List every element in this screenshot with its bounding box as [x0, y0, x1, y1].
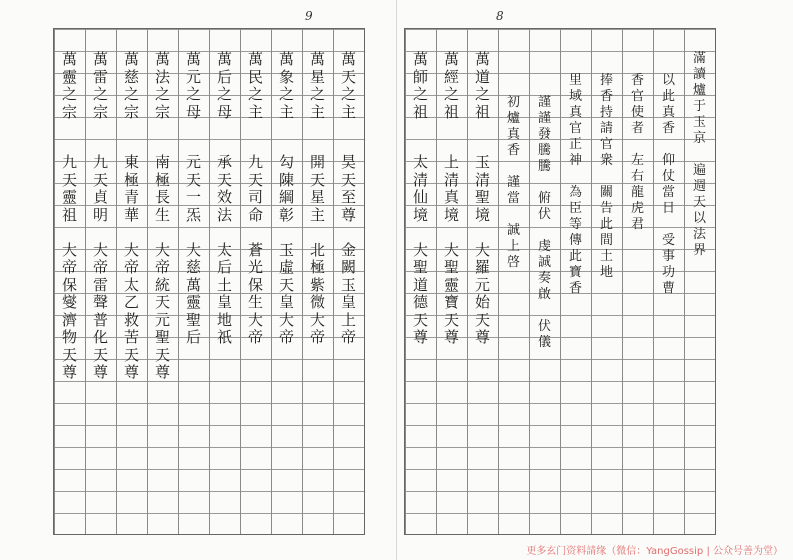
left-column-3-top: 萬 象 之 主 — [278, 50, 294, 121]
right-column-6: 謹 謹 發 騰 騰 俯 伏 虔 誠 奏 啟 伏 儀 — [537, 95, 551, 350]
page-number-right: 8 — [496, 9, 504, 23]
right-column-9-top: 萬 經 之 祖 — [443, 50, 459, 121]
left-column-7-top: 萬 法 之 宗 — [154, 50, 170, 121]
left-column-4-top: 萬 民 之 主 — [247, 50, 263, 121]
left-column-3-bottom: 勾 陳 綱 彰 玉 虛 天 皇 大 帝 — [278, 153, 294, 346]
right-page — [396, 0, 793, 560]
watermark-footer: 更多玄门资料請缘（微信：YangGossip | 公众号善为堂） — [526, 546, 783, 557]
right-column-2: 以 此 真 香 仰 仗 當 日 受 事 功 曹 — [661, 73, 675, 296]
right-column-8-top: 萬 道 之 祖 — [474, 50, 490, 121]
left-column-10-top: 萬 靈 之 宗 — [61, 50, 77, 121]
left-column-6-bottom: 元 天 一 炁 大 慈 萬 靈 聖 后 — [185, 153, 201, 346]
left-page — [0, 0, 396, 560]
left-column-2-top: 萬 星 之 主 — [309, 50, 325, 121]
left-column-7-bottom: 南 極 長 生 大 帝 統 天 元 聖 天 尊 — [154, 153, 170, 381]
left-column-9-bottom: 九 天 貞 明 大 帝 雷 聲 普 化 天 尊 — [92, 153, 108, 381]
left-column-8-top: 萬 慈 之 宗 — [123, 50, 139, 121]
left-column-1-bottom: 昊 天 至 尊 金 闕 玉 皇 上 帝 — [340, 153, 356, 346]
right-column-10-top: 萬 師 之 祖 — [412, 50, 428, 121]
right-column-8-bottom: 玉 清 聖 境 大 羅 元 始 天 尊 — [474, 153, 490, 346]
right-column-9-bottom: 上 清 真 境 大 聖 靈 寶 天 尊 — [443, 153, 459, 346]
left-page-grid — [53, 28, 365, 535]
right-column-1: 滿 讀 爐 于 玉 京 遍 週 天 以 法 界 — [692, 51, 706, 258]
right-column-7: 初 爐 真 香 謹 當 誠 上 啓 — [506, 95, 520, 270]
right-page-grid — [404, 28, 716, 535]
left-column-4-bottom: 九 天 司 命 蒼 光 保 生 大 帝 — [247, 153, 263, 346]
left-column-10-bottom: 九 天 靈 祖 大 帝 保 燮 濟 物 天 尊 — [61, 153, 77, 381]
left-column-6-top: 萬 元 之 母 — [185, 50, 201, 121]
right-column-10-bottom: 太 清 仙 境 大 聖 道 德 天 尊 — [412, 153, 428, 346]
right-column-4: 捧 香 持 請 官 衆 關 告 此 間 土 地 — [599, 73, 613, 280]
left-column-5-top: 萬 后 之 母 — [216, 50, 232, 121]
page-number-left: 9 — [305, 9, 313, 23]
left-column-2-bottom: 開 天 星 主 北 極 紫 微 大 帝 — [309, 153, 325, 346]
left-column-9-top: 萬 雷 之 宗 — [92, 50, 108, 121]
left-column-1-top: 萬 天 之 主 — [340, 50, 356, 121]
left-column-5-bottom: 承 天 效 法 太 后 土 皇 地 祇 — [216, 153, 232, 346]
left-column-8-bottom: 東 極 青 華 大 帝 太 乙 救 苦 天 尊 — [123, 153, 139, 381]
right-column-5: 里 域 真 官 正 神 為 臣 等 傳 此 寶 香 — [568, 73, 582, 296]
right-column-3: 香 官 使 者 左 右 龍 虎 君 — [630, 73, 644, 232]
